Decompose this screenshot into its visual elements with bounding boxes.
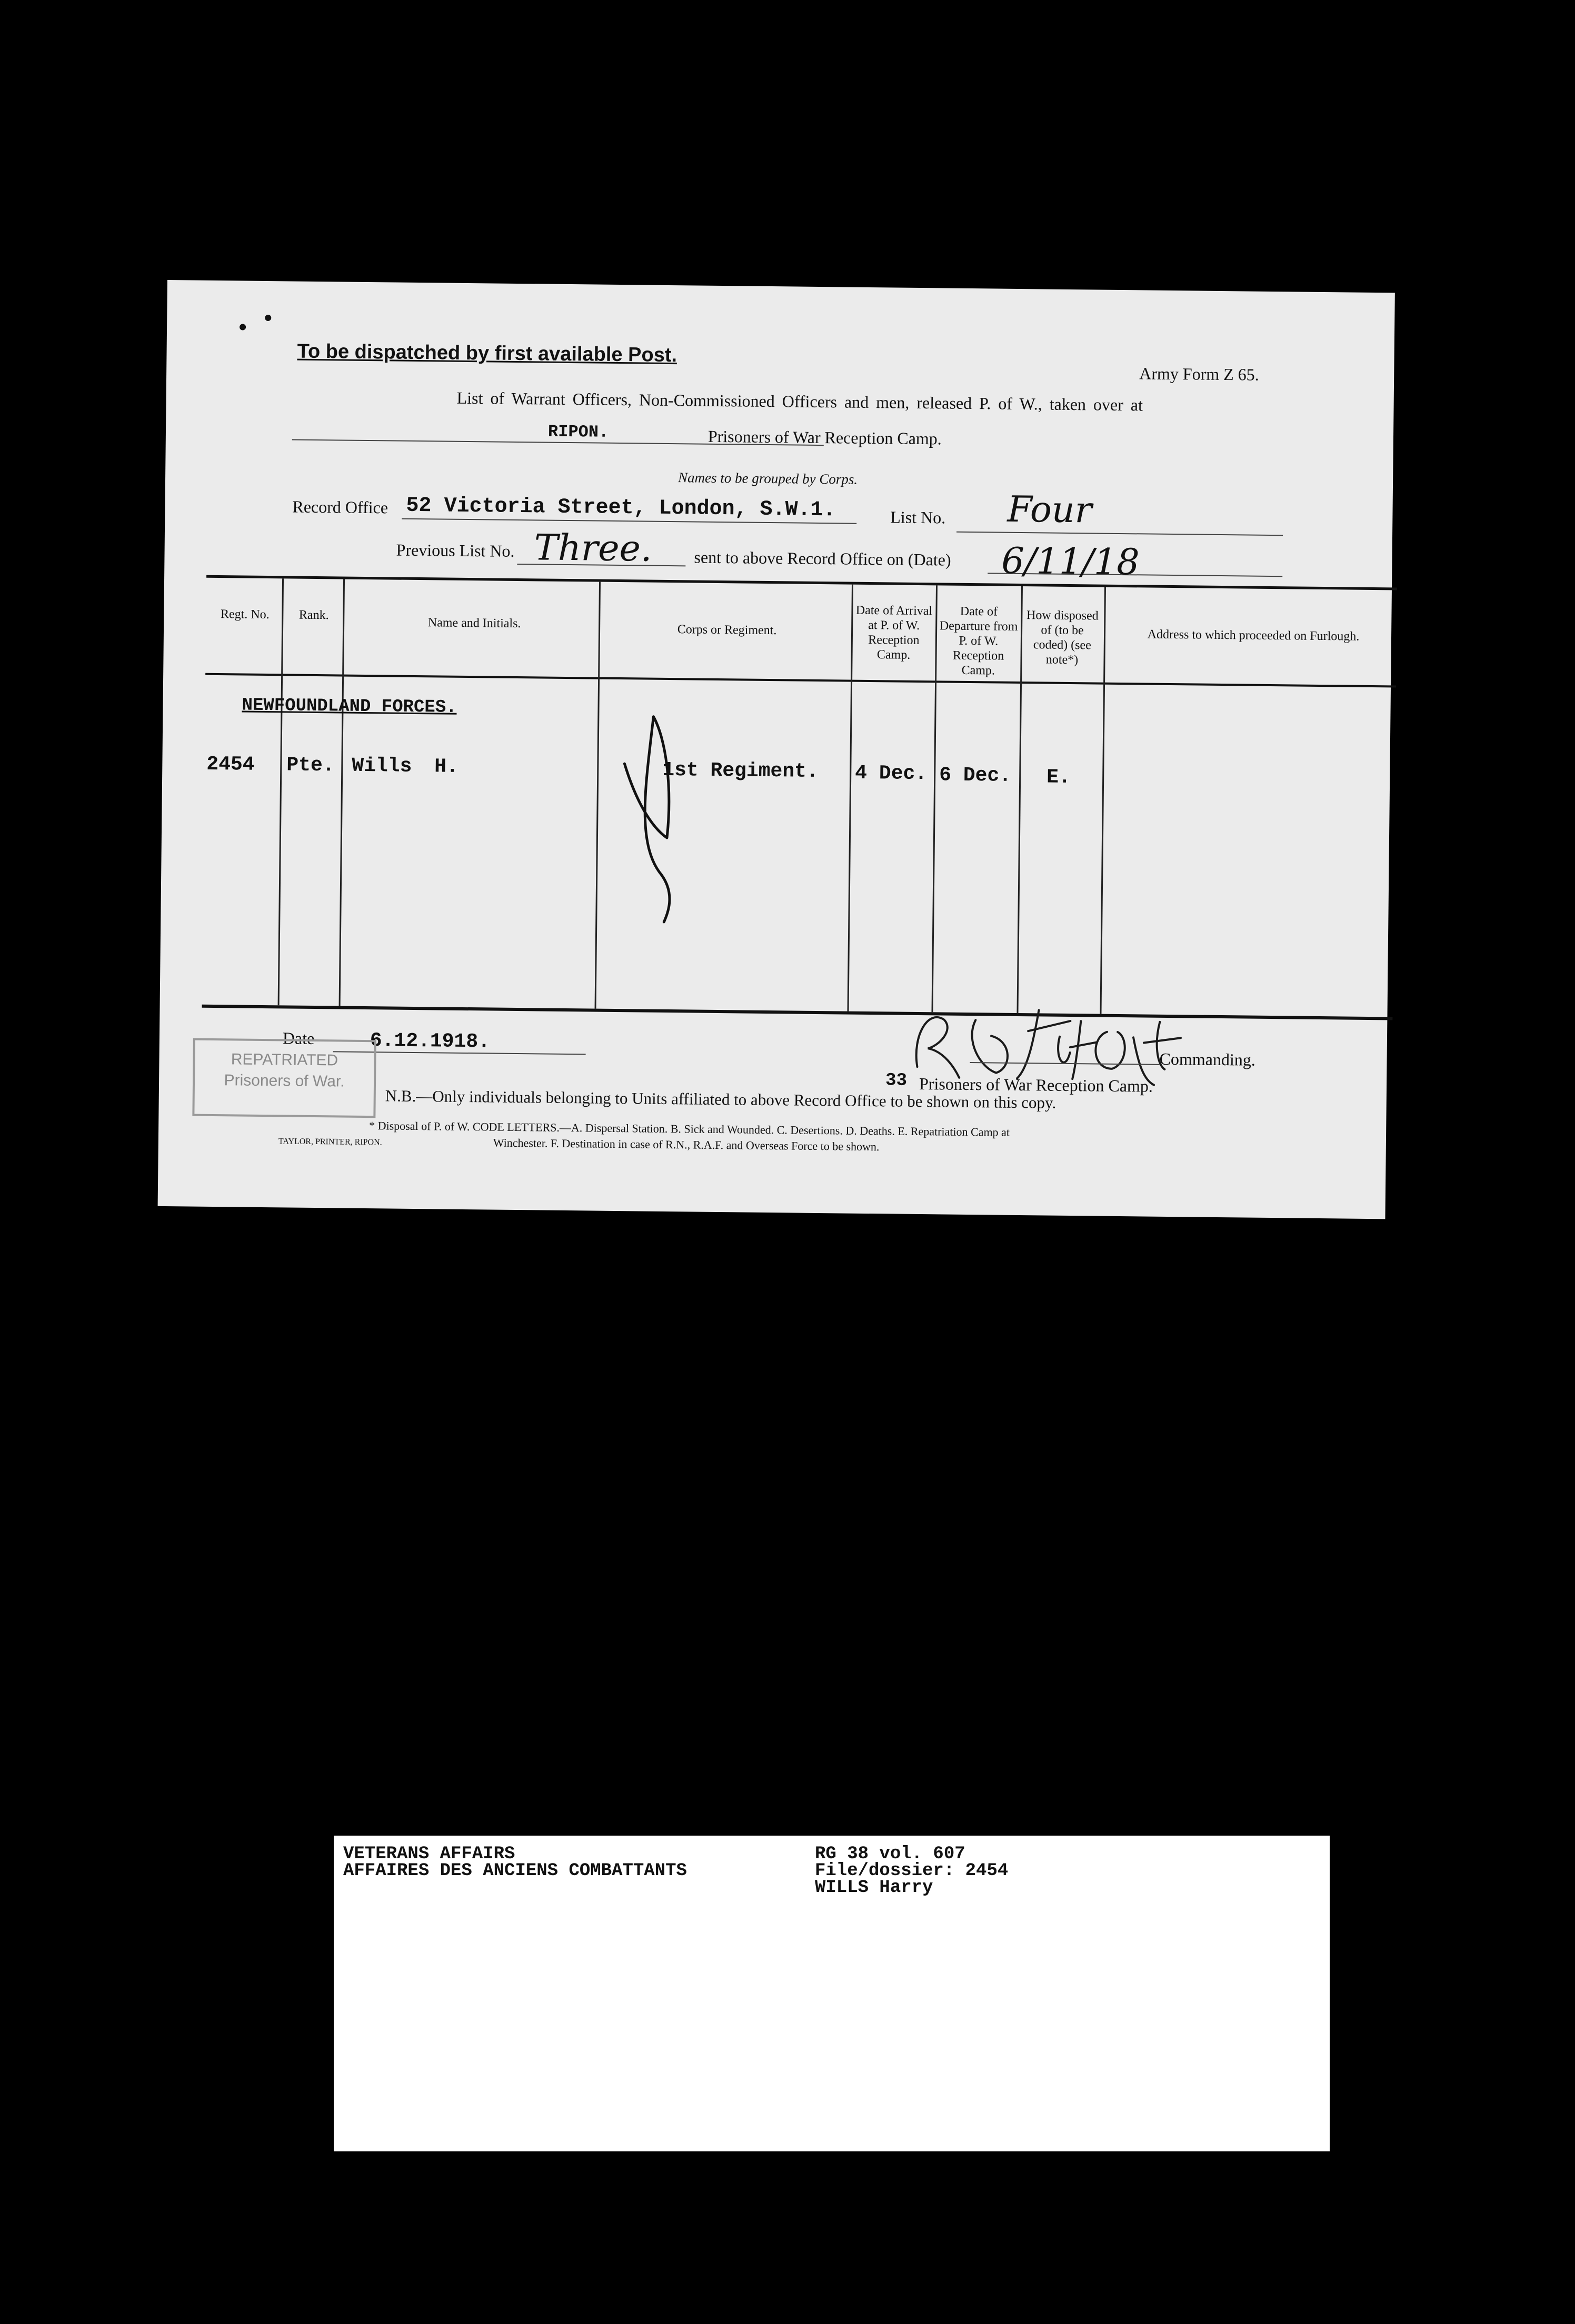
punch-mark (240, 324, 246, 330)
group-heading: NEWFOUNDLAND FORCES. (242, 695, 457, 718)
form-number: Army Form Z 65. (1139, 364, 1259, 384)
record-office-value: 52 Victoria Street, London, S.W.1. (406, 494, 836, 523)
intro-line: List of Warrant Officers, Non-Commissioned Officers and men, released P. of W., taken over at (456, 388, 1143, 415)
column-departure: Date of Departure from P. of W. Reception Camp. (939, 604, 1018, 678)
archive-label (334, 1836, 1330, 2151)
code-letters-line2: Winchester. F. Destination in case of R.N., R.A.F. and Overseas Force to be shown. (493, 1136, 880, 1154)
column-name: Name and Initials. (427, 616, 521, 631)
stamp-line1: REPATRIATED (231, 1050, 338, 1069)
previous-list-value: Three. (534, 527, 652, 570)
punch-mark (265, 315, 271, 321)
check-mark (613, 706, 700, 928)
entry-rank: Pte. (286, 754, 335, 777)
camp-suffix: Prisoners of War Reception Camp. (707, 426, 942, 448)
date-label: Date (282, 1028, 315, 1048)
column-corps: Corps or Regiment. (677, 623, 777, 638)
column-rank: Rank. (298, 608, 329, 623)
column-address: Address to which proceeded on Furlough. (1147, 627, 1360, 644)
code-letters-line1: * Disposal of P. of W. CODE LETTERS.—A. Dispersal Station. B. Sick and Wounded. C. Desertions. D. Deaths. E. Repatriation Camp at (369, 1119, 1010, 1139)
commanding-label: Commanding. (1159, 1049, 1256, 1069)
printer-imprint: TAYLOR, PRINTER, RIPON. (278, 1137, 382, 1147)
label-line1-left: VETERANS AFFAIRS (343, 1844, 515, 1864)
entry-disposal: E. (1046, 766, 1071, 789)
reception-camp-label: Prisoners of War Reception Camp. (919, 1074, 1153, 1096)
entry-regt-no: 2454 (206, 753, 255, 776)
camp-name: RIPON. (547, 422, 609, 442)
list-no-value: Four (1007, 488, 1092, 532)
column-arrival: Date of Arrival at P. of W. Reception Camp. (855, 603, 933, 662)
column-regt-no: Regt. No. (220, 607, 270, 622)
label-line3-right: WILLS Harry (815, 1878, 933, 1898)
nb-note: N.B.—Only individuals belonging to Units affiliated to above Record Office to be shown on this copy. (385, 1086, 1056, 1112)
grouping-note: Names to be grouped by Corps. (677, 469, 858, 487)
stamp-line2: Prisoners of War. (224, 1071, 345, 1090)
record-office-label: Record Office (292, 497, 388, 517)
repatriated-stamp (192, 1038, 376, 1118)
previous-list-label: Previous List No. (396, 540, 515, 560)
label-line1-right: RG 38 vol. 607 (815, 1844, 965, 1864)
label-line2-right: File/dossier: 2454 (815, 1861, 1009, 1881)
sent-date-value: 6/11/18 (1001, 540, 1140, 584)
dispatch-notice: To be dispatched by first available Post. (297, 340, 677, 367)
camp-number: 33 (885, 1070, 908, 1091)
entry-corps: 1st Regiment. (662, 758, 819, 784)
sent-label: sent to above Record Office on (Date) (694, 547, 951, 569)
label-line2-left: AFFAIRES DES ANCIENS COMBATTANTS (343, 1861, 687, 1881)
entry-arrival: 4 Dec. (855, 762, 928, 786)
entry-departure: 6 Dec. (939, 764, 1012, 787)
list-no-label: List No. (890, 507, 946, 527)
date-value: 6.12.1918. (370, 1029, 491, 1054)
column-disposal: How disposed of (to be coded) (see note*) (1026, 608, 1099, 667)
entry-name: Wills H. (352, 754, 459, 778)
army-form-z65 (158, 280, 1395, 1219)
